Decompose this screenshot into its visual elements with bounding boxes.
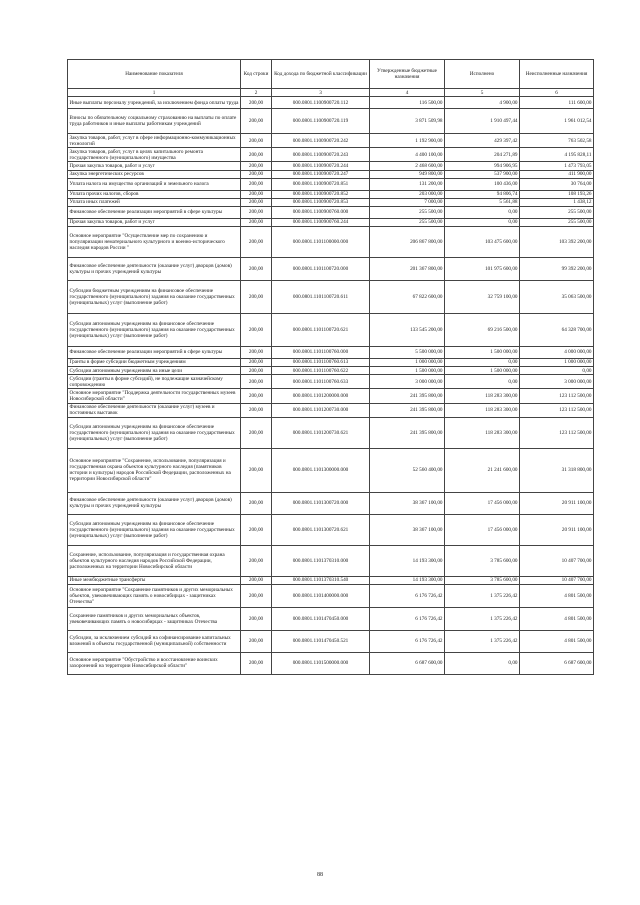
row-income-code: 000.0801.1101200730.000 — [272, 403, 370, 417]
row-executed: 537 900,00 — [445, 170, 520, 178]
row-approved: 1 192 900,00 — [370, 134, 445, 148]
row-name: Финансовое обеспечение деятельности (оказание услуг) дворцов (домов) культуры и прочих учреждений культуры — [68, 492, 241, 514]
row-line-code: 200,00 — [241, 389, 272, 403]
table-row — [68, 576, 594, 584]
row-executed: 17 456 000,00 — [445, 514, 520, 545]
row-income-code: 000.0801.1101400000.000 — [272, 584, 370, 607]
row-line-code: 200,00 — [241, 134, 272, 148]
row-income-code: 000.0801.1101100720.611 — [272, 280, 370, 313]
row-executed: 4 900,00 — [445, 97, 520, 109]
row-name: Субсидии бюджетным учреждениям на финансовое обеспечение государственного (муниципального) задания на оказание государственных (муниципальных) услуг (выполнение работ) — [68, 280, 241, 313]
row-income-code: 000.0801.1101100760.622 — [272, 367, 370, 375]
row-line-code: 200,00 — [241, 148, 272, 162]
row-line-code: 200,00 — [241, 109, 272, 134]
page-number: 88 — [317, 872, 323, 878]
row-name: Иные выплаты персоналу учреждений, за исключением фонда оплаты труда — [68, 97, 241, 109]
table-row — [68, 162, 594, 170]
row-executed: 0,00 — [445, 206, 520, 218]
table-row — [68, 190, 594, 198]
row-executed: 1 500 000,00 — [445, 346, 520, 358]
row-executed: 69 216 500,00 — [445, 313, 520, 346]
row-line-code: 200,00 — [241, 226, 272, 257]
row-executed: 1 910 497,44 — [445, 109, 520, 134]
row-income-code: 000.0801.1101370310.540 — [272, 576, 370, 584]
row-line-code: 200,00 — [241, 607, 272, 630]
row-executed: 17 456 000,00 — [445, 492, 520, 514]
table-row — [68, 346, 594, 358]
row-approved: 201 367 800,00 — [370, 257, 445, 280]
row-executed: 1 500 000,00 — [445, 367, 520, 375]
row-line-code: 200,00 — [241, 630, 272, 652]
row-name: Основное мероприятие "Сохранение памятников и других мемориальных объектов, увековечивающих память о новосибирцах - защитниках Отечества" — [68, 584, 241, 607]
header-row — [68, 60, 594, 89]
row-name: Закупка товаров, работ, услуг в сфере информационно-коммуникационных технологий — [68, 134, 241, 148]
row-name: Сохранение, использование, популяризация и государственная охрана объектов культурного наследия народов Российской Федерации, расположенных на территории Новосибирской области — [68, 545, 241, 576]
table-row — [68, 389, 594, 403]
row-name: Уплата иных платежей — [68, 198, 241, 206]
row-executed: 3 785 600,00 — [445, 576, 520, 584]
table-row — [68, 178, 594, 190]
table-row — [68, 417, 594, 448]
row-line-code: 200,00 — [241, 170, 272, 178]
row-line-code: 200,00 — [241, 280, 272, 313]
row-approved: 206 867 800,00 — [370, 226, 445, 257]
table-row — [68, 652, 594, 674]
row-executed: 3 785 600,00 — [445, 545, 520, 576]
row-approved: 3 871 509,98 — [370, 109, 445, 134]
row-approved: 3 000 000,00 — [370, 375, 445, 389]
table-row — [68, 134, 594, 148]
row-income-code: 000.0801.1100900760.244 — [272, 218, 370, 226]
row-line-code: 200,00 — [241, 198, 272, 206]
row-name: Финансовое обеспечение деятельности (оказание услуг) дворцов (домов) культуры и прочих учреждений культуры — [68, 257, 241, 280]
row-line-code: 200,00 — [241, 652, 272, 674]
row-income-code: 000.0801.1101300000.000 — [272, 448, 370, 492]
table-row — [68, 375, 594, 389]
row-approved: 241 395 800,00 — [370, 417, 445, 448]
row-line-code: 200,00 — [241, 375, 272, 389]
row-approved: 949 800,00 — [370, 170, 445, 178]
row-approved: 6 176 726,42 — [370, 630, 445, 652]
row-executed: 5 561,88 — [445, 198, 520, 206]
row-unexecuted: 10 407 700,00 — [520, 576, 594, 584]
row-approved: 38 367 100,00 — [370, 514, 445, 545]
report-sheet — [67, 59, 593, 675]
row-income-code: 000.0801.1100900720.119 — [272, 109, 370, 134]
row-line-code: 200,00 — [241, 346, 272, 358]
row-income-code: 000.0801.1100900720.851 — [272, 178, 370, 190]
table-row — [68, 514, 594, 545]
row-unexecuted: 123 112 500,00 — [520, 417, 594, 448]
row-name: Сохранение памятников и других мемориальных объектов, увековечивающих память о новосибирцах - защитниках Отечества — [68, 607, 241, 630]
row-unexecuted: 255 500,00 — [520, 218, 594, 226]
row-line-code: 200,00 — [241, 403, 272, 417]
table-row — [68, 313, 594, 346]
row-unexecuted: 31 318 800,00 — [520, 448, 594, 492]
row-unexecuted: 1 961 012,54 — [520, 109, 594, 134]
row-name: Уплата налога на имущество организаций и земельного налога — [68, 178, 241, 190]
row-income-code: 000.0801.1101500000.000 — [272, 652, 370, 674]
row-executed: 21 241 600,00 — [445, 448, 520, 492]
row-name: Уплата прочих налогов, сборов — [68, 190, 241, 198]
row-executed: 0,00 — [445, 358, 520, 366]
row-executed: 1 375 226,42 — [445, 584, 520, 607]
row-line-code: 200,00 — [241, 545, 272, 576]
table-row — [68, 170, 594, 178]
row-income-code: 000.0801.1100900720.242 — [272, 134, 370, 148]
row-name: Субсидии, за исключением субсидий на софинансирование капитальных вложений в объекты государственной (муниципальной) собственности — [68, 630, 241, 652]
table-row — [68, 358, 594, 366]
row-income-code: 000.0801.1101100760.613 — [272, 358, 370, 366]
row-line-code: 200,00 — [241, 358, 272, 366]
row-line-code: 200,00 — [241, 492, 272, 514]
column-number: 5 — [445, 89, 520, 97]
row-approved: 6 176 726,42 — [370, 584, 445, 607]
row-line-code: 200,00 — [241, 190, 272, 198]
row-name: Основное мероприятие "Поддержка деятельности государственных музеев Новосибирской области" — [68, 389, 241, 403]
row-income-code: 000.0801.1101100720.000 — [272, 257, 370, 280]
row-name: Иные межбюджетные трансферты — [68, 576, 241, 584]
header-approved: Утвержденные бюджетные назначения — [370, 60, 445, 89]
row-line-code: 200,00 — [241, 514, 272, 545]
row-executed: 0,00 — [445, 218, 520, 226]
row-line-code: 200,00 — [241, 367, 272, 375]
row-executed: 100 436,00 — [445, 178, 520, 190]
row-executed: 0,00 — [445, 375, 520, 389]
row-approved: 38 367 100,00 — [370, 492, 445, 514]
row-executed: 204 271,89 — [445, 148, 520, 162]
row-unexecuted: 99 392 200,00 — [520, 257, 594, 280]
row-approved: 1 500 000,00 — [370, 367, 445, 375]
row-line-code: 200,00 — [241, 206, 272, 218]
row-approved: 7 000,00 — [370, 198, 445, 206]
row-unexecuted: 3 000 000,00 — [520, 375, 594, 389]
header-line-code: Код строки — [241, 60, 272, 89]
row-unexecuted: 30 764,00 — [520, 178, 594, 190]
row-name: Субсидии автономным учреждениям на финансовое обеспечение государственного (муниципального) задания на оказание государственных (муниципальных) услуг (выполнение работ) — [68, 313, 241, 346]
row-line-code: 200,00 — [241, 178, 272, 190]
table-body — [68, 97, 594, 675]
row-executed: 1 375 226,42 — [445, 607, 520, 630]
row-approved: 131 200,00 — [370, 178, 445, 190]
row-income-code: 000.0801.1100900720.112 — [272, 97, 370, 109]
row-approved: 6 687 600,00 — [370, 652, 445, 674]
row-income-code: 000.0801.1101470450.000 — [272, 607, 370, 630]
row-income-code: 000.0801.1101300720.621 — [272, 514, 370, 545]
row-unexecuted: 6 687 600,00 — [520, 652, 594, 674]
column-number: 1 — [68, 89, 241, 97]
row-unexecuted: 20 911 100,00 — [520, 514, 594, 545]
row-name: Закупка товаров, работ, услуг в целях капитального ремонта государственного (муниципального) имущества — [68, 148, 241, 162]
row-income-code: 000.0801.1101100760.000 — [272, 346, 370, 358]
row-line-code: 200,00 — [241, 257, 272, 280]
row-name: Гранты в форме субсидии бюджетным учреждениям — [68, 358, 241, 366]
row-income-code: 000.0801.1101200000.000 — [272, 389, 370, 403]
row-unexecuted: 1 000 000,00 — [520, 358, 594, 366]
row-executed: 429 397,42 — [445, 134, 520, 148]
row-name: Финансовое обеспечение реализации мероприятий в сфере культуры — [68, 206, 241, 218]
column-number-row — [68, 89, 594, 97]
row-unexecuted: 4 801 500,00 — [520, 630, 594, 652]
row-income-code: 000.0801.1101100720.621 — [272, 313, 370, 346]
table-row — [68, 198, 594, 206]
row-unexecuted: 1 438,12 — [520, 198, 594, 206]
row-approved: 5 500 000,00 — [370, 346, 445, 358]
row-unexecuted: 4 801 500,00 — [520, 607, 594, 630]
row-income-code: 000.0801.1100900720.853 — [272, 198, 370, 206]
header-executed: Исполнено — [445, 60, 520, 89]
row-name: Основное мероприятие "Обустройство и восстановление воинских захоронений на территории Новосибирской области" — [68, 652, 241, 674]
row-line-code: 200,00 — [241, 584, 272, 607]
row-approved: 14 193 300,00 — [370, 545, 445, 576]
row-unexecuted: 4 801 500,00 — [520, 584, 594, 607]
row-approved: 203 000,00 — [370, 190, 445, 198]
row-unexecuted: 108 193,26 — [520, 190, 594, 198]
table-row — [68, 367, 594, 375]
row-income-code: 000.0801.1101100000.000 — [272, 226, 370, 257]
table-row — [68, 148, 594, 162]
row-unexecuted: 411 900,00 — [520, 170, 594, 178]
row-name: Финансовое обеспечение реализации мероприятий в сфере культуры — [68, 346, 241, 358]
row-name: Основное мероприятие "Осуществление мер по сохранению и популяризации нематериального культурного и военно-исторического наследия народов России " — [68, 226, 241, 257]
table-row — [68, 109, 594, 134]
row-approved: 116 500,00 — [370, 97, 445, 109]
row-unexecuted: 123 112 500,00 — [520, 389, 594, 403]
budget-execution-table — [67, 59, 594, 675]
row-income-code: 000.0801.1101300720.000 — [272, 492, 370, 514]
row-executed: 118 283 300,00 — [445, 403, 520, 417]
table-row — [68, 280, 594, 313]
row-line-code: 200,00 — [241, 448, 272, 492]
row-name: Финансовое обеспечение деятельности (оказание услуг) музеев и постоянных выставок — [68, 403, 241, 417]
row-approved: 4 400 100,00 — [370, 148, 445, 162]
row-unexecuted: 10 407 700,00 — [520, 545, 594, 576]
row-approved: 255 500,00 — [370, 206, 445, 218]
table-row — [68, 226, 594, 257]
row-income-code: 000.0801.1101370310.000 — [272, 545, 370, 576]
row-line-code: 200,00 — [241, 218, 272, 226]
row-executed: 1 375 226,42 — [445, 630, 520, 652]
row-approved: 67 822 600,00 — [370, 280, 445, 313]
table-row — [68, 403, 594, 417]
row-line-code: 200,00 — [241, 417, 272, 448]
row-unexecuted: 64 328 700,00 — [520, 313, 594, 346]
row-name: Субсидии автономным учреждениям на финансовое обеспечение государственного (муниципального) задания на оказание государственных (муниципальных) услуг (выполнение работ) — [68, 514, 241, 545]
row-approved: 255 500,00 — [370, 218, 445, 226]
row-approved: 52 560 400,00 — [370, 448, 445, 492]
table-row — [68, 545, 594, 576]
row-unexecuted: 4 195 828,11 — [520, 148, 594, 162]
table-row — [68, 607, 594, 630]
header-unexecuted: Неисполненные назначения — [520, 60, 594, 89]
header-income-code: Код дохода по бюджетной классификации — [272, 60, 370, 89]
row-executed: 101 975 600,00 — [445, 257, 520, 280]
row-name: Прочая закупка товаров, работ и услуг — [68, 162, 241, 170]
row-unexecuted: 123 112 500,00 — [520, 403, 594, 417]
row-name: Основное мероприятие "Сохранение, использование, популяризация и государственная охрана объектов культурного наследия (памятников истории и культуры) народов Российской Федерации, расположенных на территории Новосибирской области" — [68, 448, 241, 492]
table-row — [68, 584, 594, 607]
row-income-code: 000.0801.1101470450.521 — [272, 630, 370, 652]
row-executed: 103 475 600,00 — [445, 226, 520, 257]
row-executed: 994 906,95 — [445, 162, 520, 170]
row-approved: 1 000 000,00 — [370, 358, 445, 366]
table-row — [68, 218, 594, 226]
row-income-code: 000.0801.1101200730.621 — [272, 417, 370, 448]
row-line-code: 200,00 — [241, 97, 272, 109]
row-name: Субсидии автономным учреждениям на финансовое обеспечение государственного (муниципального) задания на оказание государственных (муниципальных) услуг (выполнение работ) — [68, 417, 241, 448]
column-number: 6 — [520, 89, 594, 97]
row-name: Прочая закупка товаров, работ и услуг — [68, 218, 241, 226]
column-number: 4 — [370, 89, 445, 97]
table-row — [68, 630, 594, 652]
row-unexecuted: 103 392 200,00 — [520, 226, 594, 257]
table-row — [68, 206, 594, 218]
row-unexecuted: 0,00 — [520, 367, 594, 375]
row-line-code: 200,00 — [241, 313, 272, 346]
row-income-code: 000.0801.1100900720.247 — [272, 170, 370, 178]
row-unexecuted: 4 000 000,00 — [520, 346, 594, 358]
row-line-code: 200,00 — [241, 162, 272, 170]
row-line-code: 200,00 — [241, 576, 272, 584]
row-approved: 2 468 600,00 — [370, 162, 445, 170]
row-income-code: 000.0801.1100900720.243 — [272, 148, 370, 162]
row-unexecuted: 1 473 793,05 — [520, 162, 594, 170]
row-approved: 14 193 300,00 — [370, 576, 445, 584]
row-unexecuted: 20 911 100,00 — [520, 492, 594, 514]
table-row — [68, 492, 594, 514]
row-approved: 241 395 800,00 — [370, 403, 445, 417]
row-income-code: 000.0801.1100900760.000 — [272, 206, 370, 218]
column-number: 2 — [241, 89, 272, 97]
column-number: 3 — [272, 89, 370, 97]
row-income-code: 000.0801.1100900720.852 — [272, 190, 370, 198]
row-unexecuted: 111 600,00 — [520, 97, 594, 109]
row-name: Субсидии автономным учреждениям на иные цели — [68, 367, 241, 375]
row-executed: 118 283 300,00 — [445, 417, 520, 448]
row-executed: 0,00 — [445, 652, 520, 674]
table-row — [68, 448, 594, 492]
row-unexecuted: 255 500,00 — [520, 206, 594, 218]
row-unexecuted: 35 063 500,00 — [520, 280, 594, 313]
row-income-code: 000.0801.1101100760.633 — [272, 375, 370, 389]
row-income-code: 000.0801.1100900720.244 — [272, 162, 370, 170]
header-name: Наименование показателя — [68, 60, 241, 89]
row-executed: 94 806,74 — [445, 190, 520, 198]
row-name: Закупка энергетических ресурсов — [68, 170, 241, 178]
row-approved: 133 545 200,00 — [370, 313, 445, 346]
row-approved: 241 395 800,00 — [370, 389, 445, 403]
row-unexecuted: 763 502,58 — [520, 134, 594, 148]
table-row — [68, 257, 594, 280]
row-executed: 32 759 100,00 — [445, 280, 520, 313]
row-approved: 6 176 726,42 — [370, 607, 445, 630]
row-executed: 118 283 300,00 — [445, 389, 520, 403]
row-name: Субсидии (гранты в форме субсидий), не подлежащие казначейскому сопровождению — [68, 375, 241, 389]
table-row — [68, 97, 594, 109]
row-name: Взносы по обязательному социальному страхованию на выплаты по оплате труда работников и иные выплаты работникам учреждений — [68, 109, 241, 134]
